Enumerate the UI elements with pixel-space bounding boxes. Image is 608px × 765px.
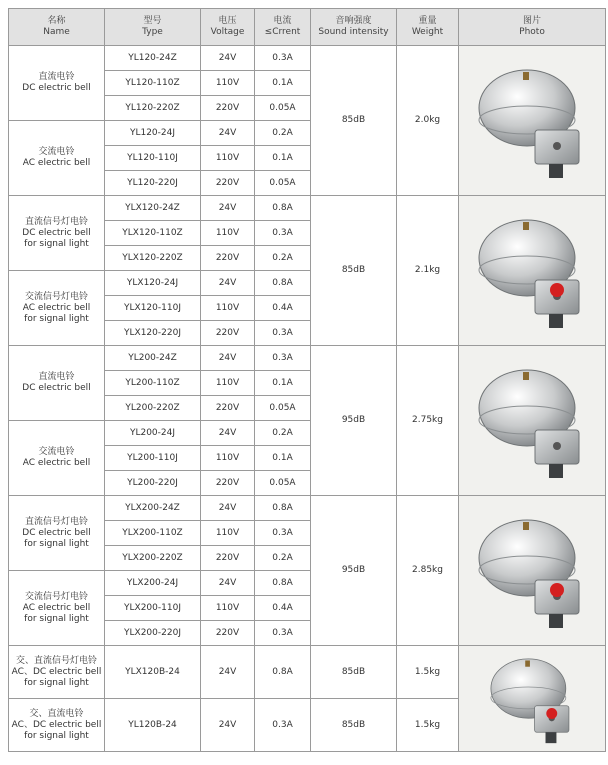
model-type: YLX120-220J: [105, 321, 201, 346]
voltage-value: 110V: [201, 521, 255, 546]
model-type: YL200-110J: [105, 446, 201, 471]
weight-value: 2.75kg: [397, 346, 459, 496]
product-name: [9, 46, 105, 121]
large-signal-light-bell-icon: [465, 506, 599, 636]
header-row: [9, 9, 606, 46]
model-type: YL120-110J: [105, 146, 201, 171]
product-name-en: AC electric bell: [22, 302, 91, 313]
product-name-en: for signal light: [24, 238, 89, 249]
model-type: YL120-110Z: [105, 71, 201, 96]
header-type: 型号 Type: [105, 9, 201, 46]
current-value: 0.3A: [255, 699, 311, 752]
current-value: 0.05A: [255, 396, 311, 421]
product-name-cn: 交流电铃: [38, 447, 75, 457]
sound-intensity: 95dB: [311, 496, 397, 646]
current-value: 0.8A: [255, 496, 311, 521]
large-bell-icon: [465, 356, 599, 486]
product-name-en: AC、DC electric bell: [11, 719, 102, 730]
voltage-value: 110V: [201, 371, 255, 396]
product-name: [9, 196, 105, 271]
signal-lamp-icon: [550, 283, 564, 297]
model-type: YLX120-24J: [105, 271, 201, 296]
weight-value: 1.5kg: [397, 646, 459, 699]
voltage-value: 220V: [201, 246, 255, 271]
current-value: 0.3A: [255, 346, 311, 371]
signal-lamp-icon: [546, 708, 557, 719]
model-type: YLX200-110Z: [105, 521, 201, 546]
voltage-value: 24V: [201, 346, 255, 371]
voltage-value: 220V: [201, 96, 255, 121]
header-sound: 音响强度 Sound intensity: [311, 9, 397, 46]
spec-table: [8, 8, 606, 752]
header-photo: 图片 Photo: [459, 9, 606, 46]
product-name-cn: 直流信号灯电铃: [24, 216, 88, 227]
current-value: 0.2A: [255, 546, 311, 571]
model-type: YL120-24Z: [105, 46, 201, 71]
compact-signal-light-bell-icon: [480, 648, 585, 749]
product-name-cn: 直流电铃: [38, 372, 75, 382]
product-name: [9, 496, 105, 571]
product-photo: [459, 346, 606, 496]
voltage-value: 110V: [201, 296, 255, 321]
voltage-value: 220V: [201, 171, 255, 196]
product-name-cn: 交流电铃: [38, 147, 75, 157]
signal-lamp-icon: [550, 583, 564, 597]
product-name: [9, 271, 105, 346]
product-name-en: DC electric bell: [22, 83, 91, 93]
dc-ac-bell-icon: [465, 56, 599, 186]
current-value: 0.4A: [255, 596, 311, 621]
product-name-cn: 交、直流电铃: [29, 708, 84, 719]
current-value: 0.05A: [255, 471, 311, 496]
product-name: [9, 646, 105, 699]
table-row: [9, 346, 606, 371]
product-name-en: AC、DC electric bell: [11, 666, 102, 677]
current-value: 0.3A: [255, 621, 311, 646]
voltage-value: 220V: [201, 471, 255, 496]
weight-value: 2.85kg: [397, 496, 459, 646]
voltage-value: 24V: [201, 571, 255, 596]
model-type: YL120-220Z: [105, 96, 201, 121]
current-value: 0.1A: [255, 446, 311, 471]
current-value: 0.1A: [255, 371, 311, 396]
voltage-value: 110V: [201, 596, 255, 621]
weight-value: 1.5kg: [397, 699, 459, 752]
voltage-value: 24V: [201, 121, 255, 146]
sound-intensity: 85dB: [311, 646, 397, 699]
model-type: YLX120-110J: [105, 296, 201, 321]
current-value: 0.8A: [255, 271, 311, 296]
current-value: 0.2A: [255, 121, 311, 146]
voltage-value: 220V: [201, 321, 255, 346]
voltage-value: 110V: [201, 221, 255, 246]
model-type: YL200-110Z: [105, 371, 201, 396]
voltage-value: 24V: [201, 496, 255, 521]
voltage-value: 24V: [201, 46, 255, 71]
voltage-value: 24V: [201, 196, 255, 221]
weight-value: 2.1kg: [397, 196, 459, 346]
voltage-value: 24V: [201, 646, 255, 699]
product-name-en: AC electric bell: [22, 158, 91, 168]
product-name: [9, 571, 105, 646]
current-value: 0.3A: [255, 521, 311, 546]
current-value: 0.2A: [255, 421, 311, 446]
model-type: YL120B-24: [105, 699, 201, 752]
table-row: [9, 196, 606, 221]
voltage-value: 110V: [201, 146, 255, 171]
current-value: 0.4A: [255, 296, 311, 321]
model-type: YLX200-220J: [105, 621, 201, 646]
model-type: YL200-220J: [105, 471, 201, 496]
product-name-en: for signal light: [24, 613, 89, 624]
voltage-value: 24V: [201, 421, 255, 446]
model-type: YL120-220J: [105, 171, 201, 196]
header-current: 电流 ≤Crrent: [255, 9, 311, 46]
model-type: YL200-24J: [105, 421, 201, 446]
product-name-cn: 交流信号灯电铃: [24, 591, 88, 602]
product-name-en: for signal light: [24, 730, 89, 741]
sound-intensity: 85dB: [311, 196, 397, 346]
product-photo: [459, 496, 606, 646]
current-value: 0.3A: [255, 221, 311, 246]
voltage-value: 110V: [201, 71, 255, 96]
current-value: 0.05A: [255, 171, 311, 196]
product-name-cn: 直流信号灯电铃: [24, 516, 88, 527]
current-value: 0.05A: [255, 96, 311, 121]
model-type: YLX120-220Z: [105, 246, 201, 271]
model-type: YLX120-24Z: [105, 196, 201, 221]
product-name-en: for signal light: [24, 313, 89, 324]
model-type: YL120-24J: [105, 121, 201, 146]
current-value: 0.8A: [255, 571, 311, 596]
product-name-en: DC electric bell: [22, 527, 91, 538]
model-type: YLX200-220Z: [105, 546, 201, 571]
model-type: YLX120-110Z: [105, 221, 201, 246]
model-type: YLX200-24J: [105, 571, 201, 596]
current-value: 0.3A: [255, 321, 311, 346]
product-name-en: DC electric bell: [22, 227, 91, 238]
model-type: YLX200-24Z: [105, 496, 201, 521]
header-weight: 重量 Weight: [397, 9, 459, 46]
signal-light-bell-icon: [465, 206, 599, 336]
header-voltage: 电压 Voltage: [201, 9, 255, 46]
voltage-value: 24V: [201, 271, 255, 296]
product-name-cn: 直流电铃: [38, 72, 75, 82]
product-name-en: DC electric bell: [22, 383, 91, 393]
product-name-en: AC electric bell: [22, 458, 91, 468]
current-value: 0.8A: [255, 196, 311, 221]
model-type: YLX200-110J: [105, 596, 201, 621]
voltage-value: 220V: [201, 621, 255, 646]
header-name: 名称 Name: [9, 9, 105, 46]
current-value: 0.2A: [255, 246, 311, 271]
current-value: 0.1A: [255, 71, 311, 96]
model-type: YL200-24Z: [105, 346, 201, 371]
product-name: [9, 421, 105, 496]
product-name-cn: 交、直流信号灯电铃: [15, 655, 97, 666]
product-name: [9, 346, 105, 421]
table-row: [9, 46, 606, 71]
product-photo: [459, 46, 606, 196]
product-name-en: AC electric bell: [22, 602, 91, 613]
sound-intensity: 85dB: [311, 699, 397, 752]
sound-intensity: 95dB: [311, 346, 397, 496]
voltage-value: 220V: [201, 546, 255, 571]
product-name-en: for signal light: [24, 677, 89, 688]
table-row: [9, 646, 606, 699]
voltage-value: 110V: [201, 446, 255, 471]
table-row: [9, 496, 606, 521]
product-photo: [459, 646, 606, 752]
model-type: YLX120B-24: [105, 646, 201, 699]
product-name: [9, 699, 105, 752]
weight-value: 2.0kg: [397, 46, 459, 196]
voltage-value: 24V: [201, 699, 255, 752]
current-value: 0.8A: [255, 646, 311, 699]
product-name-cn: 交流信号灯电铃: [24, 291, 88, 302]
current-value: 0.1A: [255, 146, 311, 171]
current-value: 0.3A: [255, 46, 311, 71]
voltage-value: 220V: [201, 396, 255, 421]
product-name: [9, 121, 105, 196]
product-name-en: for signal light: [24, 538, 89, 549]
sound-intensity: 85dB: [311, 46, 397, 196]
model-type: YL200-220Z: [105, 396, 201, 421]
product-photo: [459, 196, 606, 346]
